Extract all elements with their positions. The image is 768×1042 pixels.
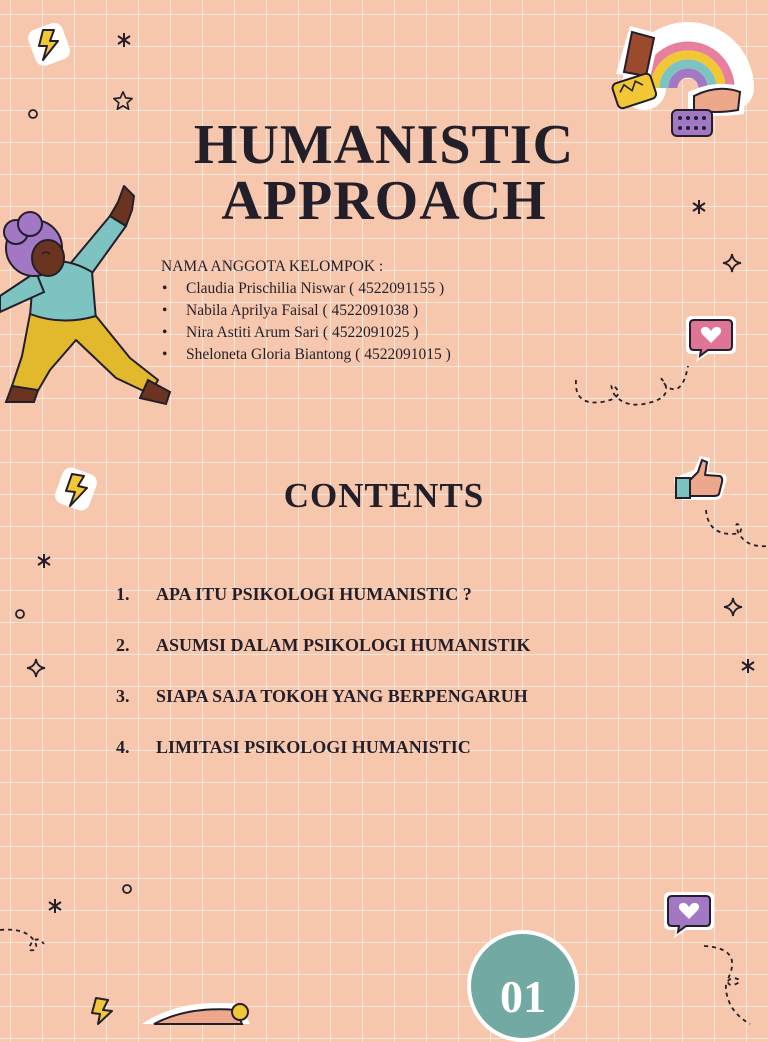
- members-list: [161, 278, 451, 366]
- asterisk-star-icon: [36, 553, 52, 569]
- sparkle-star-icon: [26, 658, 46, 678]
- contents-item: [116, 737, 531, 788]
- heart-bubble-icon: [684, 310, 738, 362]
- contents-item-number: 2.: [116, 635, 130, 655]
- contents-item-number: 1.: [116, 584, 130, 604]
- contents-item-label: APA ITU PSIKOLOGI HUMANISTIC ?: [156, 584, 472, 604]
- circle-dot: [121, 883, 133, 895]
- sparkle-star-icon: [723, 597, 743, 617]
- asterisk-star-icon: [47, 898, 63, 914]
- contents-item: [116, 686, 531, 737]
- contents-item-label: LIMITASI PSIKOLOGI HUMANISTIC: [156, 737, 471, 757]
- dotted-swirl: [0, 926, 46, 956]
- page-title-line2: APPROACH: [221, 170, 547, 232]
- contents-item: [116, 584, 531, 635]
- partial-illustration: [140, 994, 270, 1024]
- contents-list: [116, 584, 531, 788]
- page-title-line1: HUMANISTIC: [193, 114, 575, 176]
- member-item: • Nabila Aprilya Faisal ( 4522091038 ): [161, 300, 451, 322]
- page-number-badge: [467, 930, 579, 1042]
- contents-item-number: 4.: [116, 737, 130, 757]
- heart-bubble-icon: [662, 888, 716, 940]
- member-item: • Nira Astiti Arum Sari ( 4522091025 ): [161, 322, 451, 344]
- contents-item: [116, 635, 531, 686]
- member-item: • Sheloneta Gloria Biantong ( 4522091015 ): [161, 344, 451, 366]
- dotted-swirl: [700, 944, 768, 1024]
- member-item: • Claudia Prischilia Niswar ( 4522091155 ): [161, 278, 451, 300]
- contents-item-number: 3.: [116, 686, 130, 706]
- asterisk-star-icon: [740, 658, 756, 674]
- sparkle-star-icon: [722, 253, 742, 273]
- contents-item-label: ASUMSI DALAM PSIKOLOGI HUMANISTIK: [156, 635, 531, 655]
- outline-star-icon: [112, 90, 134, 112]
- lightning-icon: [28, 22, 72, 68]
- contents-item-label: SIAPA SAJA TOKOH YANG BERPENGARUH: [156, 686, 528, 706]
- members-heading: NAMA ANGGOTA KELOMPOK :: [161, 258, 384, 275]
- members-section: [161, 256, 451, 366]
- page-number: 01: [500, 971, 546, 1022]
- asterisk-star-icon: [116, 32, 132, 48]
- contents-heading: CONTENTS: [283, 476, 485, 515]
- dotted-swirl: [572, 362, 692, 414]
- lightning-icon: [88, 996, 118, 1024]
- circle-dot: [14, 608, 26, 620]
